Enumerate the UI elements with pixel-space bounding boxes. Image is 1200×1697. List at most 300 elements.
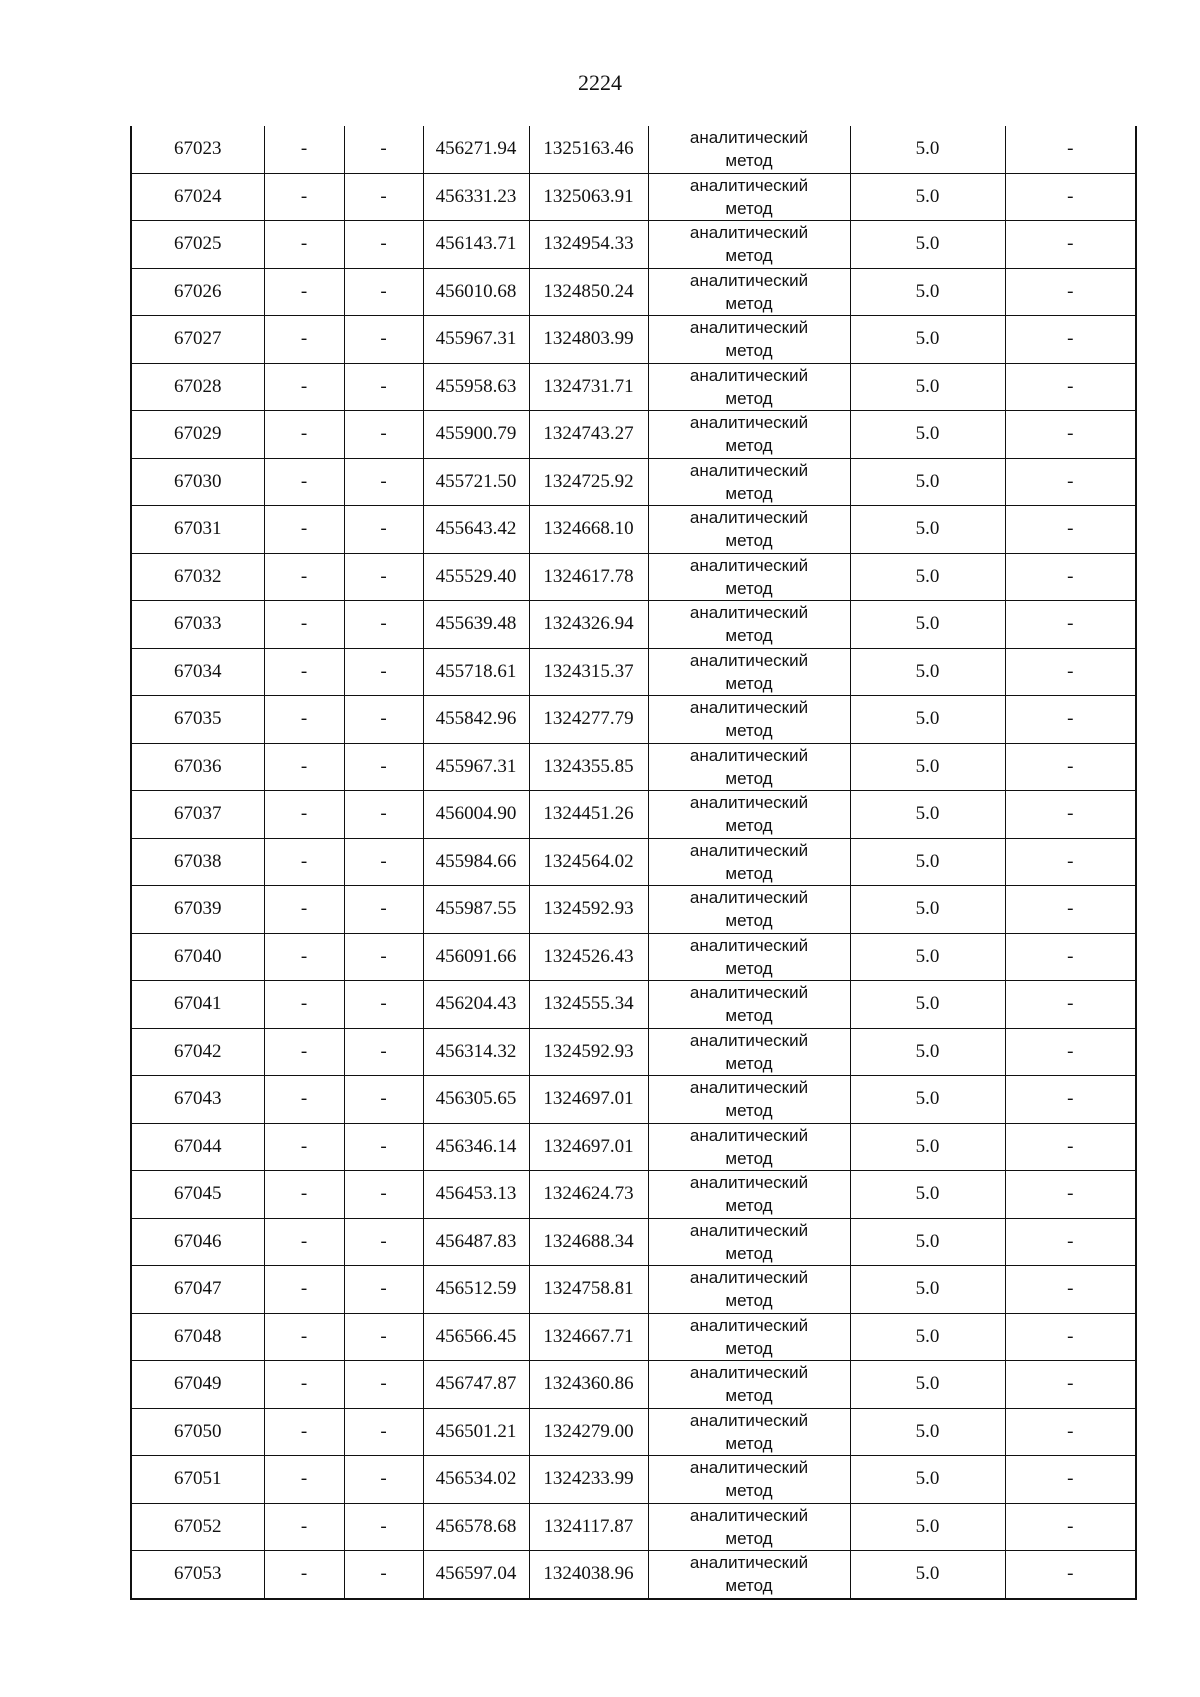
method-cell bbox=[648, 838, 850, 886]
x-coordinate-cell: 455842.96 bbox=[423, 696, 529, 744]
method-line: метод bbox=[725, 1386, 773, 1406]
col-2-cell: - bbox=[264, 221, 344, 269]
y-coordinate-cell: 1324526.43 bbox=[529, 933, 648, 981]
col-2-cell: - bbox=[264, 1171, 344, 1219]
col-8-cell: - bbox=[1005, 458, 1136, 506]
col-8-cell: - bbox=[1005, 933, 1136, 981]
method-cell bbox=[648, 126, 850, 173]
table-row bbox=[131, 1171, 1136, 1219]
method-line: аналитический bbox=[689, 1458, 809, 1478]
method-line: метод bbox=[725, 1243, 773, 1263]
col-8-cell: - bbox=[1005, 743, 1136, 791]
y-coordinate-cell: 1324624.73 bbox=[529, 1171, 648, 1219]
method-line: аналитический bbox=[689, 745, 809, 765]
col-3-cell: - bbox=[344, 268, 423, 316]
x-coordinate-cell: 455900.79 bbox=[423, 411, 529, 459]
x-coordinate-cell: 456331.23 bbox=[423, 173, 529, 221]
point-number-cell: 67029 bbox=[131, 411, 264, 459]
accuracy-cell: 5.0 bbox=[850, 1076, 1005, 1124]
point-number-cell: 67047 bbox=[131, 1266, 264, 1314]
table-row bbox=[131, 268, 1136, 316]
y-coordinate-cell: 1324731.71 bbox=[529, 363, 648, 411]
col-8-cell: - bbox=[1005, 1456, 1136, 1504]
accuracy-cell: 5.0 bbox=[850, 506, 1005, 554]
col-2-cell: - bbox=[264, 1313, 344, 1361]
method-line: аналитический bbox=[689, 840, 809, 860]
method-line: аналитический bbox=[689, 983, 809, 1003]
col-2-cell: - bbox=[264, 1361, 344, 1409]
method-line: аналитический bbox=[689, 935, 809, 955]
method-line: метод bbox=[725, 578, 773, 598]
y-coordinate-cell: 1324326.94 bbox=[529, 601, 648, 649]
col-2-cell: - bbox=[264, 886, 344, 934]
method-line: аналитический bbox=[689, 128, 809, 148]
y-coordinate-cell: 1324360.86 bbox=[529, 1361, 648, 1409]
col-2-cell: - bbox=[264, 933, 344, 981]
accuracy-cell: 5.0 bbox=[850, 316, 1005, 364]
method-line: аналитический bbox=[689, 1315, 809, 1335]
col-8-cell: - bbox=[1005, 838, 1136, 886]
table-row bbox=[131, 1551, 1136, 1599]
point-number-cell: 67033 bbox=[131, 601, 264, 649]
point-number-cell: 67048 bbox=[131, 1313, 264, 1361]
method-cell bbox=[648, 886, 850, 934]
method-line: аналитический bbox=[689, 650, 809, 670]
method-cell bbox=[648, 173, 850, 221]
table-row bbox=[131, 1076, 1136, 1124]
col-2-cell: - bbox=[264, 981, 344, 1029]
col-2-cell: - bbox=[264, 648, 344, 696]
method-cell bbox=[648, 1123, 850, 1171]
y-coordinate-cell: 1324617.78 bbox=[529, 553, 648, 601]
accuracy-cell: 5.0 bbox=[850, 1361, 1005, 1409]
method-line: метод bbox=[725, 673, 773, 693]
method-line: аналитический bbox=[689, 1220, 809, 1240]
table-row bbox=[131, 1456, 1136, 1504]
table-row bbox=[131, 981, 1136, 1029]
method-line: аналитический bbox=[689, 1505, 809, 1525]
col-3-cell: - bbox=[344, 648, 423, 696]
accuracy-cell: 5.0 bbox=[850, 1266, 1005, 1314]
method-cell bbox=[648, 696, 850, 744]
col-3-cell: - bbox=[344, 1361, 423, 1409]
method-line: аналитический bbox=[689, 698, 809, 718]
col-8-cell: - bbox=[1005, 1076, 1136, 1124]
accuracy-cell: 5.0 bbox=[850, 1551, 1005, 1599]
x-coordinate-cell: 456578.68 bbox=[423, 1503, 529, 1551]
col-2-cell: - bbox=[264, 316, 344, 364]
method-line: метод bbox=[725, 531, 773, 551]
table-body bbox=[131, 126, 1136, 1599]
col-3-cell: - bbox=[344, 1313, 423, 1361]
method-cell bbox=[648, 221, 850, 269]
point-number-cell: 67041 bbox=[131, 981, 264, 1029]
x-coordinate-cell: 456566.45 bbox=[423, 1313, 529, 1361]
method-cell bbox=[648, 1361, 850, 1409]
col-2-cell: - bbox=[264, 126, 344, 173]
col-2-cell: - bbox=[264, 696, 344, 744]
method-line: аналитический bbox=[689, 508, 809, 528]
method-cell bbox=[648, 743, 850, 791]
point-number-cell: 67038 bbox=[131, 838, 264, 886]
col-8-cell: - bbox=[1005, 791, 1136, 839]
col-3-cell: - bbox=[344, 1503, 423, 1551]
method-line: аналитический bbox=[689, 365, 809, 385]
method-cell bbox=[648, 1218, 850, 1266]
col-3-cell: - bbox=[344, 173, 423, 221]
table-row bbox=[131, 316, 1136, 364]
x-coordinate-cell: 456453.13 bbox=[423, 1171, 529, 1219]
method-cell bbox=[648, 268, 850, 316]
y-coordinate-cell: 1324277.79 bbox=[529, 696, 648, 744]
accuracy-cell: 5.0 bbox=[850, 1028, 1005, 1076]
method-cell bbox=[648, 458, 850, 506]
x-coordinate-cell: 456143.71 bbox=[423, 221, 529, 269]
col-8-cell: - bbox=[1005, 1361, 1136, 1409]
method-line: аналитический bbox=[689, 318, 809, 338]
y-coordinate-cell: 1324233.99 bbox=[529, 1456, 648, 1504]
table-row bbox=[131, 933, 1136, 981]
table-row bbox=[131, 173, 1136, 221]
method-line: метод bbox=[725, 1433, 773, 1453]
y-coordinate-cell: 1324117.87 bbox=[529, 1503, 648, 1551]
y-coordinate-cell: 1324592.93 bbox=[529, 886, 648, 934]
x-coordinate-cell: 456305.65 bbox=[423, 1076, 529, 1124]
accuracy-cell: 5.0 bbox=[850, 1456, 1005, 1504]
accuracy-cell: 5.0 bbox=[850, 648, 1005, 696]
col-3-cell: - bbox=[344, 1028, 423, 1076]
col-8-cell: - bbox=[1005, 1171, 1136, 1219]
x-coordinate-cell: 456534.02 bbox=[423, 1456, 529, 1504]
x-coordinate-cell: 456314.32 bbox=[423, 1028, 529, 1076]
x-coordinate-cell: 456091.66 bbox=[423, 933, 529, 981]
col-2-cell: - bbox=[264, 1266, 344, 1314]
method-line: метод bbox=[725, 721, 773, 741]
method-line: метод bbox=[725, 293, 773, 313]
table-row bbox=[131, 886, 1136, 934]
method-line: метод bbox=[725, 341, 773, 361]
table-row bbox=[131, 553, 1136, 601]
method-cell bbox=[648, 316, 850, 364]
col-3-cell: - bbox=[344, 1456, 423, 1504]
col-8-cell: - bbox=[1005, 648, 1136, 696]
accuracy-cell: 5.0 bbox=[850, 363, 1005, 411]
table-row bbox=[131, 363, 1136, 411]
method-cell bbox=[648, 648, 850, 696]
x-coordinate-cell: 455987.55 bbox=[423, 886, 529, 934]
accuracy-cell: 5.0 bbox=[850, 1171, 1005, 1219]
point-number-cell: 67037 bbox=[131, 791, 264, 839]
col-3-cell: - bbox=[344, 791, 423, 839]
point-number-cell: 67032 bbox=[131, 553, 264, 601]
col-8-cell: - bbox=[1005, 1503, 1136, 1551]
point-number-cell: 67026 bbox=[131, 268, 264, 316]
method-line: аналитический bbox=[689, 175, 809, 195]
table-row bbox=[131, 221, 1136, 269]
col-3-cell: - bbox=[344, 553, 423, 601]
col-2-cell: - bbox=[264, 791, 344, 839]
point-number-cell: 67042 bbox=[131, 1028, 264, 1076]
method-line: метод bbox=[725, 1481, 773, 1501]
y-coordinate-cell: 1324668.10 bbox=[529, 506, 648, 554]
col-2-cell: - bbox=[264, 1076, 344, 1124]
point-number-cell: 67031 bbox=[131, 506, 264, 554]
point-number-cell: 67035 bbox=[131, 696, 264, 744]
method-cell bbox=[648, 601, 850, 649]
col-8-cell: - bbox=[1005, 126, 1136, 173]
accuracy-cell: 5.0 bbox=[850, 838, 1005, 886]
method-line: метод bbox=[725, 958, 773, 978]
col-2-cell: - bbox=[264, 1456, 344, 1504]
method-line: аналитический bbox=[689, 223, 809, 243]
method-cell bbox=[648, 1551, 850, 1599]
x-coordinate-cell: 456004.90 bbox=[423, 791, 529, 839]
y-coordinate-cell: 1324564.02 bbox=[529, 838, 648, 886]
x-coordinate-cell: 456271.94 bbox=[423, 126, 529, 173]
method-cell bbox=[648, 933, 850, 981]
method-line: аналитический bbox=[689, 1553, 809, 1573]
col-3-cell: - bbox=[344, 1408, 423, 1456]
accuracy-cell: 5.0 bbox=[850, 886, 1005, 934]
col-2-cell: - bbox=[264, 838, 344, 886]
col-3-cell: - bbox=[344, 1266, 423, 1314]
x-coordinate-cell: 455529.40 bbox=[423, 553, 529, 601]
col-8-cell: - bbox=[1005, 1028, 1136, 1076]
table-row bbox=[131, 1408, 1136, 1456]
accuracy-cell: 5.0 bbox=[850, 411, 1005, 459]
y-coordinate-cell: 1324315.37 bbox=[529, 648, 648, 696]
method-line: аналитический bbox=[689, 270, 809, 290]
method-cell bbox=[648, 1408, 850, 1456]
method-line: метод bbox=[725, 911, 773, 931]
x-coordinate-cell: 456597.04 bbox=[423, 1551, 529, 1599]
col-3-cell: - bbox=[344, 221, 423, 269]
point-number-cell: 67036 bbox=[131, 743, 264, 791]
col-8-cell: - bbox=[1005, 1408, 1136, 1456]
point-number-cell: 67045 bbox=[131, 1171, 264, 1219]
col-2-cell: - bbox=[264, 1408, 344, 1456]
method-line: метод bbox=[725, 1148, 773, 1168]
method-line: метод bbox=[725, 1291, 773, 1311]
col-3-cell: - bbox=[344, 1551, 423, 1599]
table-row bbox=[131, 1123, 1136, 1171]
col-2-cell: - bbox=[264, 1028, 344, 1076]
method-cell bbox=[648, 506, 850, 554]
y-coordinate-cell: 1324725.92 bbox=[529, 458, 648, 506]
method-line: метод bbox=[725, 483, 773, 503]
col-2-cell: - bbox=[264, 1503, 344, 1551]
col-3-cell: - bbox=[344, 458, 423, 506]
col-3-cell: - bbox=[344, 363, 423, 411]
table-row bbox=[131, 1266, 1136, 1314]
accuracy-cell: 5.0 bbox=[850, 1408, 1005, 1456]
method-line: метод bbox=[725, 816, 773, 836]
method-line: метод bbox=[725, 246, 773, 266]
x-coordinate-cell: 455639.48 bbox=[423, 601, 529, 649]
accuracy-cell: 5.0 bbox=[850, 458, 1005, 506]
method-cell bbox=[648, 1028, 850, 1076]
col-2-cell: - bbox=[264, 1123, 344, 1171]
method-cell bbox=[648, 363, 850, 411]
col-8-cell: - bbox=[1005, 411, 1136, 459]
table-row bbox=[131, 411, 1136, 459]
col-2-cell: - bbox=[264, 1551, 344, 1599]
x-coordinate-cell: 456512.59 bbox=[423, 1266, 529, 1314]
point-number-cell: 67023 bbox=[131, 126, 264, 173]
method-line: аналитический bbox=[689, 555, 809, 575]
y-coordinate-cell: 1324688.34 bbox=[529, 1218, 648, 1266]
point-number-cell: 67046 bbox=[131, 1218, 264, 1266]
method-line: аналитический bbox=[689, 1268, 809, 1288]
table-row bbox=[131, 1028, 1136, 1076]
y-coordinate-cell: 1324555.34 bbox=[529, 981, 648, 1029]
col-8-cell: - bbox=[1005, 886, 1136, 934]
col-2-cell: - bbox=[264, 268, 344, 316]
page-number: 2224 bbox=[578, 70, 622, 95]
x-coordinate-cell: 456010.68 bbox=[423, 268, 529, 316]
y-coordinate-cell: 1324451.26 bbox=[529, 791, 648, 839]
y-coordinate-cell: 1324355.85 bbox=[529, 743, 648, 791]
accuracy-cell: 5.0 bbox=[850, 173, 1005, 221]
method-line: аналитический bbox=[689, 1078, 809, 1098]
method-line: аналитический bbox=[689, 1363, 809, 1383]
col-3-cell: - bbox=[344, 506, 423, 554]
table-row bbox=[131, 648, 1136, 696]
point-number-cell: 67044 bbox=[131, 1123, 264, 1171]
x-coordinate-cell: 455967.31 bbox=[423, 743, 529, 791]
col-3-cell: - bbox=[344, 411, 423, 459]
point-number-cell: 67053 bbox=[131, 1551, 264, 1599]
method-line: метод bbox=[725, 1101, 773, 1121]
col-8-cell: - bbox=[1005, 981, 1136, 1029]
method-cell bbox=[648, 981, 850, 1029]
accuracy-cell: 5.0 bbox=[850, 981, 1005, 1029]
point-number-cell: 67030 bbox=[131, 458, 264, 506]
col-8-cell: - bbox=[1005, 1123, 1136, 1171]
y-coordinate-cell: 1325163.46 bbox=[529, 126, 648, 173]
col-2-cell: - bbox=[264, 173, 344, 221]
accuracy-cell: 5.0 bbox=[850, 1503, 1005, 1551]
accuracy-cell: 5.0 bbox=[850, 696, 1005, 744]
table-row bbox=[131, 506, 1136, 554]
col-8-cell: - bbox=[1005, 316, 1136, 364]
col-2-cell: - bbox=[264, 411, 344, 459]
accuracy-cell: 5.0 bbox=[850, 1123, 1005, 1171]
x-coordinate-cell: 455958.63 bbox=[423, 363, 529, 411]
accuracy-cell: 5.0 bbox=[850, 126, 1005, 173]
x-coordinate-cell: 455984.66 bbox=[423, 838, 529, 886]
col-2-cell: - bbox=[264, 553, 344, 601]
method-line: аналитический bbox=[689, 460, 809, 480]
y-coordinate-cell: 1324743.27 bbox=[529, 411, 648, 459]
table-row bbox=[131, 1313, 1136, 1361]
accuracy-cell: 5.0 bbox=[850, 221, 1005, 269]
point-number-cell: 67040 bbox=[131, 933, 264, 981]
method-line: метод bbox=[725, 626, 773, 646]
method-line: аналитический bbox=[689, 1030, 809, 1050]
y-coordinate-cell: 1324758.81 bbox=[529, 1266, 648, 1314]
table-row bbox=[131, 1361, 1136, 1409]
col-3-cell: - bbox=[344, 981, 423, 1029]
col-8-cell: - bbox=[1005, 268, 1136, 316]
table-row bbox=[131, 601, 1136, 649]
point-number-cell: 67052 bbox=[131, 1503, 264, 1551]
col-3-cell: - bbox=[344, 1171, 423, 1219]
table-row bbox=[131, 1218, 1136, 1266]
col-8-cell: - bbox=[1005, 601, 1136, 649]
method-line: аналитический bbox=[689, 1173, 809, 1193]
accuracy-cell: 5.0 bbox=[850, 791, 1005, 839]
y-coordinate-cell: 1325063.91 bbox=[529, 173, 648, 221]
table-row bbox=[131, 838, 1136, 886]
col-8-cell: - bbox=[1005, 363, 1136, 411]
method-line: метод bbox=[725, 1006, 773, 1026]
col-3-cell: - bbox=[344, 838, 423, 886]
method-line: аналитический bbox=[689, 793, 809, 813]
point-number-cell: 67050 bbox=[131, 1408, 264, 1456]
col-3-cell: - bbox=[344, 126, 423, 173]
col-3-cell: - bbox=[344, 1076, 423, 1124]
method-line: метод bbox=[725, 198, 773, 218]
col-8-cell: - bbox=[1005, 1551, 1136, 1599]
x-coordinate-cell: 455643.42 bbox=[423, 506, 529, 554]
method-line: метод bbox=[725, 1196, 773, 1216]
x-coordinate-cell: 455721.50 bbox=[423, 458, 529, 506]
col-2-cell: - bbox=[264, 363, 344, 411]
accuracy-cell: 5.0 bbox=[850, 743, 1005, 791]
table-row bbox=[131, 791, 1136, 839]
col-3-cell: - bbox=[344, 1218, 423, 1266]
method-line: аналитический bbox=[689, 413, 809, 433]
col-8-cell: - bbox=[1005, 1218, 1136, 1266]
col-2-cell: - bbox=[264, 458, 344, 506]
col-3-cell: - bbox=[344, 886, 423, 934]
accuracy-cell: 5.0 bbox=[850, 553, 1005, 601]
point-number-cell: 67051 bbox=[131, 1456, 264, 1504]
method-cell bbox=[648, 1266, 850, 1314]
col-3-cell: - bbox=[344, 601, 423, 649]
method-line: аналитический bbox=[689, 888, 809, 908]
col-2-cell: - bbox=[264, 743, 344, 791]
point-number-cell: 67039 bbox=[131, 886, 264, 934]
col-8-cell: - bbox=[1005, 1313, 1136, 1361]
y-coordinate-cell: 1324038.96 bbox=[529, 1551, 648, 1599]
method-cell bbox=[648, 1503, 850, 1551]
y-coordinate-cell: 1324697.01 bbox=[529, 1076, 648, 1124]
accuracy-cell: 5.0 bbox=[850, 601, 1005, 649]
method-cell bbox=[648, 1456, 850, 1504]
method-line: метод bbox=[725, 768, 773, 788]
x-coordinate-cell: 456204.43 bbox=[423, 981, 529, 1029]
point-number-cell: 67049 bbox=[131, 1361, 264, 1409]
col-2-cell: - bbox=[264, 1218, 344, 1266]
accuracy-cell: 5.0 bbox=[850, 1313, 1005, 1361]
x-coordinate-cell: 455967.31 bbox=[423, 316, 529, 364]
col-8-cell: - bbox=[1005, 506, 1136, 554]
method-cell bbox=[648, 411, 850, 459]
accuracy-cell: 5.0 bbox=[850, 933, 1005, 981]
method-line: метод bbox=[725, 1053, 773, 1073]
point-number-cell: 67027 bbox=[131, 316, 264, 364]
col-3-cell: - bbox=[344, 1123, 423, 1171]
accuracy-cell: 5.0 bbox=[850, 268, 1005, 316]
col-2-cell: - bbox=[264, 506, 344, 554]
point-number-cell: 67025 bbox=[131, 221, 264, 269]
method-line: метод bbox=[725, 436, 773, 456]
coordinates-table bbox=[130, 126, 1137, 1600]
method-line: метод bbox=[725, 1528, 773, 1548]
x-coordinate-cell: 455718.61 bbox=[423, 648, 529, 696]
